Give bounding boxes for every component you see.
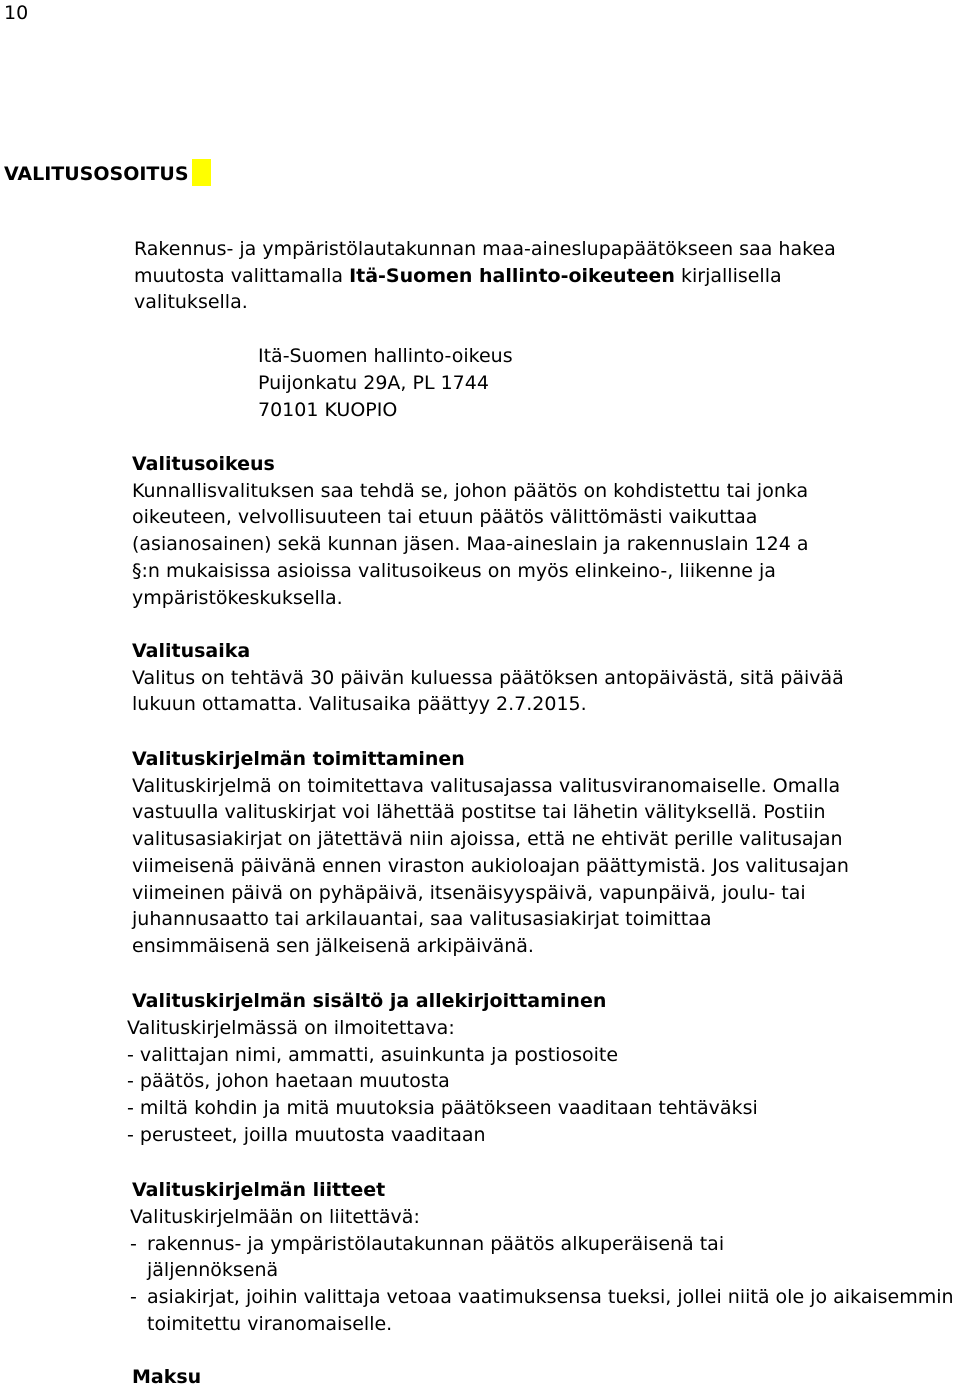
list-item-text: miltä kohdin ja mitä muutoksia päätökseen vaaditaan tehtäväksi bbox=[139, 1097, 758, 1120]
list-item bbox=[127, 1068, 953, 1095]
highlight-mark bbox=[192, 159, 211, 186]
section-heading: Valitusoikeus bbox=[132, 453, 275, 475]
address-line: Puijonkatu 29A, PL 1744 bbox=[258, 372, 489, 394]
section-valitusoikeus bbox=[132, 451, 958, 611]
text-line: ympäristökeskuksella. bbox=[132, 586, 343, 609]
section-valitusaika bbox=[132, 638, 958, 718]
text-line: viimeisenä päivänä ennen viraston aukioloajan päättymistä. Jos valitusajan bbox=[132, 854, 849, 877]
list-item-text: valittajan nimi, ammatti, asuinkunta ja postiosoite bbox=[139, 1043, 619, 1066]
list-intro: Valituskirjelmässä on ilmoitettava: bbox=[127, 1017, 455, 1039]
intro-text: kirjallisella bbox=[674, 264, 782, 287]
list-item bbox=[127, 1042, 953, 1069]
text-line: viimeinen päivä on pyhäpäivä, itsenäisyyspäivä, vapunpäivä, joulu- tai bbox=[132, 881, 806, 904]
intro-paragraph bbox=[134, 236, 954, 316]
section-heading: Valituskirjelmän toimittaminen bbox=[132, 748, 465, 770]
text-line: juhannusaatto tai arkilauantai, saa valitusasiakirjat toimittaa bbox=[132, 908, 712, 931]
section-heading: Valituskirjelmän liitteet bbox=[132, 1179, 386, 1201]
list-item-text: rakennus- ja ympäristölautakunnan päätös alkuperäisenä tai jäljennöksenä bbox=[147, 1232, 725, 1282]
list-item bbox=[130, 1231, 770, 1284]
text-line: Valitus on tehtävä 30 päivän kuluessa päätöksen antopäivästä, sitä päivää bbox=[132, 666, 844, 689]
section-heading: Valitusaika bbox=[132, 640, 251, 662]
court-address bbox=[258, 343, 513, 424]
list-marker: - bbox=[130, 1232, 137, 1255]
list-item-text: perusteet, joilla muutosta vaaditaan bbox=[139, 1123, 486, 1146]
document-title bbox=[4, 159, 211, 187]
section-heading: Valituskirjelmän sisältö ja allekirjoittaminen bbox=[132, 990, 607, 1012]
list-item bbox=[127, 1095, 953, 1122]
sisalto-body bbox=[127, 1015, 953, 1149]
list-marker: - bbox=[127, 1043, 134, 1066]
text-line: lukuun ottamatta. Valitusaika päättyy 2.7.2015. bbox=[132, 693, 587, 716]
section-sisalto bbox=[132, 988, 958, 1015]
text-line: vastuulla valituskirjat voi lähettää postitse tai lähetin välityksellä. Postiin bbox=[132, 801, 826, 824]
list-item bbox=[130, 1284, 955, 1337]
list-item bbox=[127, 1122, 953, 1149]
list-intro: Valituskirjelmään on liitettävä: bbox=[130, 1206, 420, 1228]
intro-text: muutosta valittamalla bbox=[134, 264, 350, 287]
court-name: Itä-Suomen hallinto-oikeuteen bbox=[349, 264, 675, 287]
text-line: ensimmäisenä sen jälkeisenä arkipäivänä. bbox=[132, 934, 534, 957]
intro-line: valituksella. bbox=[134, 291, 248, 313]
list-marker: - bbox=[127, 1097, 134, 1120]
section-toimittaminen bbox=[132, 746, 958, 960]
address-line: Itä-Suomen hallinto-oikeus bbox=[258, 345, 513, 367]
text-line: oikeuteen, velvollisuuteen tai etuun päätös välittömästi vaikuttaa bbox=[132, 506, 758, 529]
address-line: 70101 KUOPIO bbox=[258, 399, 398, 421]
section-liitteet bbox=[132, 1177, 958, 1204]
text-line: (asianosainen) sekä kunnan jäsen. Maa-aineslain ja rakennuslain 124 a bbox=[132, 533, 809, 556]
liitteet-body-2 bbox=[130, 1284, 955, 1337]
intro-line: Rakennus- ja ympäristölautakunnan maa-aineslupapäätökseen saa hakea bbox=[134, 238, 836, 260]
text-line: §:n mukaisissa asioissa valitusoikeus on myös elinkeino-, liikenne ja bbox=[132, 559, 776, 582]
text-line: Kunnallisvalituksen saa tehdä se, johon päätös on kohdistettu tai jonka bbox=[132, 479, 809, 502]
list-marker: - bbox=[127, 1123, 134, 1146]
document-title-text: VALITUSOSOITUS bbox=[4, 163, 189, 185]
list-marker: - bbox=[127, 1070, 134, 1093]
text-line: valitusasiakirjat on jätettävä niin ajoissa, että ne ehtivät perille valitusajan bbox=[132, 828, 843, 851]
liitteet-body bbox=[130, 1204, 770, 1284]
list-item-text: asiakirjat, joihin valittaja vetoaa vaatimuksensa tueksi, jollei niitä ole jo aikaisemmin toimitettu viranomaiselle. bbox=[147, 1286, 954, 1335]
list-marker: - bbox=[130, 1286, 137, 1308]
text-line: Valituskirjelmä on toimitettava valitusajassa valitusviranomaiselle. Omalla bbox=[132, 774, 841, 797]
page-number: 10 bbox=[4, 2, 29, 24]
intro-line bbox=[134, 263, 954, 290]
list-item-text: päätös, johon haetaan muutosta bbox=[139, 1070, 450, 1093]
section-heading: Maksu bbox=[132, 1366, 202, 1388]
